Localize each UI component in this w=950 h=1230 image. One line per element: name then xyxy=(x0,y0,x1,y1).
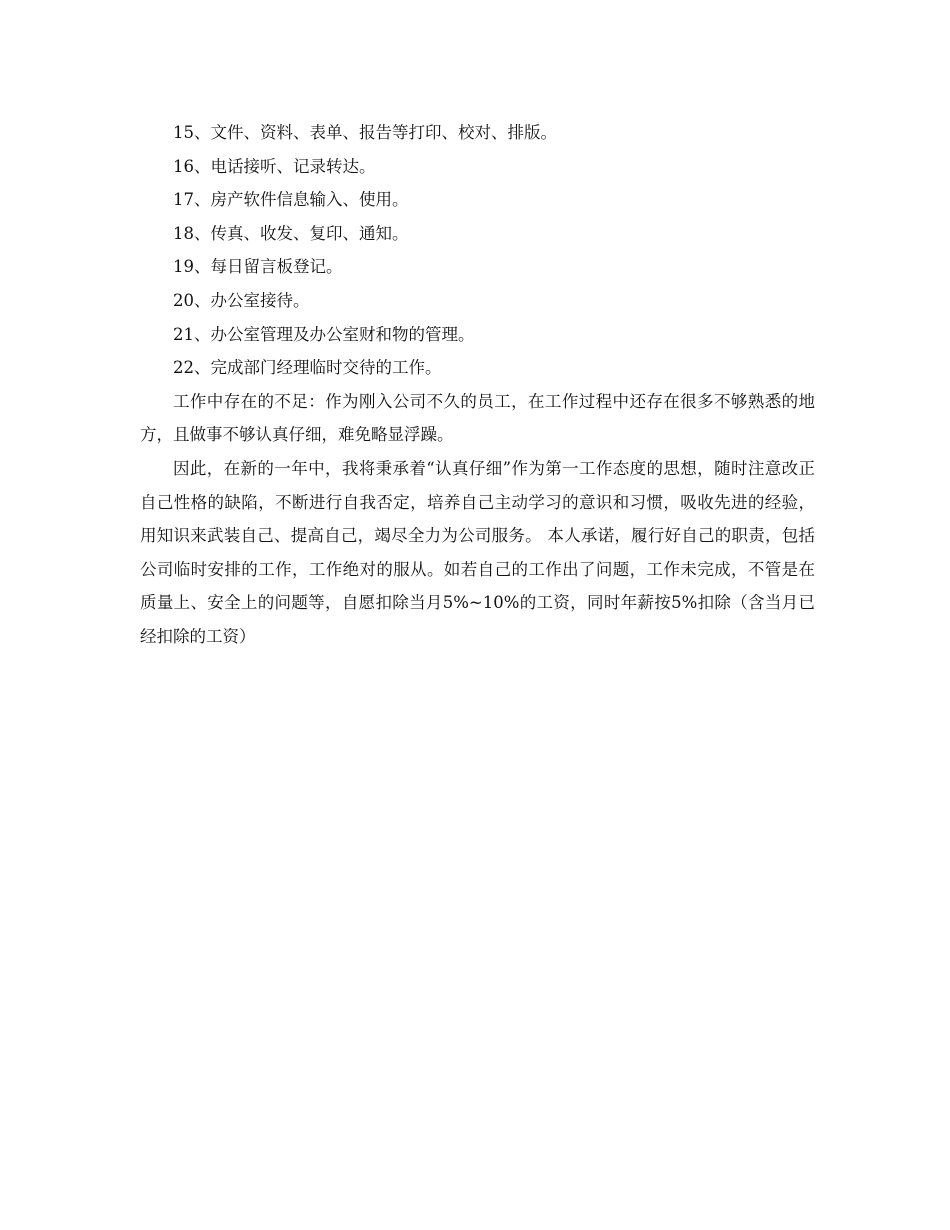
list-item: 19、每日留言板登记。 xyxy=(173,257,343,277)
commitment-paragraph: 因此，在新的一年中，我将秉承着“认真仔细”作为第一工作态度的思想，随时注意改正自己性格的缺陷，不断进行自我否定，培养自己主动学习的意识和习惯，吸收先进的经验，用知识来武装自己、提高自己，竭尽全力为公司服务。 本人承诺，履行好自己的职责，包括公司临时安排的工作，工作绝对的服从。如若自己的工作出了问题，工作未完成，不管是在质量上、安全上的问题等，自愿扣除当月5%~10%的工资，同时年薪按5%扣除（含当月已经扣除的工资） xyxy=(140,458,815,646)
list-item: 20、办公室接待。 xyxy=(173,290,310,310)
list-item: 17、房产软件信息输入、使用。 xyxy=(173,190,409,210)
list-item: 15、文件、资料、表单、报告等打印、校对、排版。 xyxy=(173,123,557,142)
document-body xyxy=(140,116,815,654)
list-item: 16、电话接听、记录转达。 xyxy=(173,156,376,176)
list-item: 18、传真、收发、复印、通知。 xyxy=(173,223,409,243)
shortcomings-paragraph: 工作中存在的不足：作为刚入公司不久的员工，在工作过程中还存在很多不够熟悉的地方，且做事不够认真仔细，难免略显浮躁。 xyxy=(140,391,815,445)
list-item: 22、完成部门经理临时交待的工作。 xyxy=(173,358,442,378)
list-item: 21、办公室管理及办公室财和物的管理。 xyxy=(173,324,475,344)
